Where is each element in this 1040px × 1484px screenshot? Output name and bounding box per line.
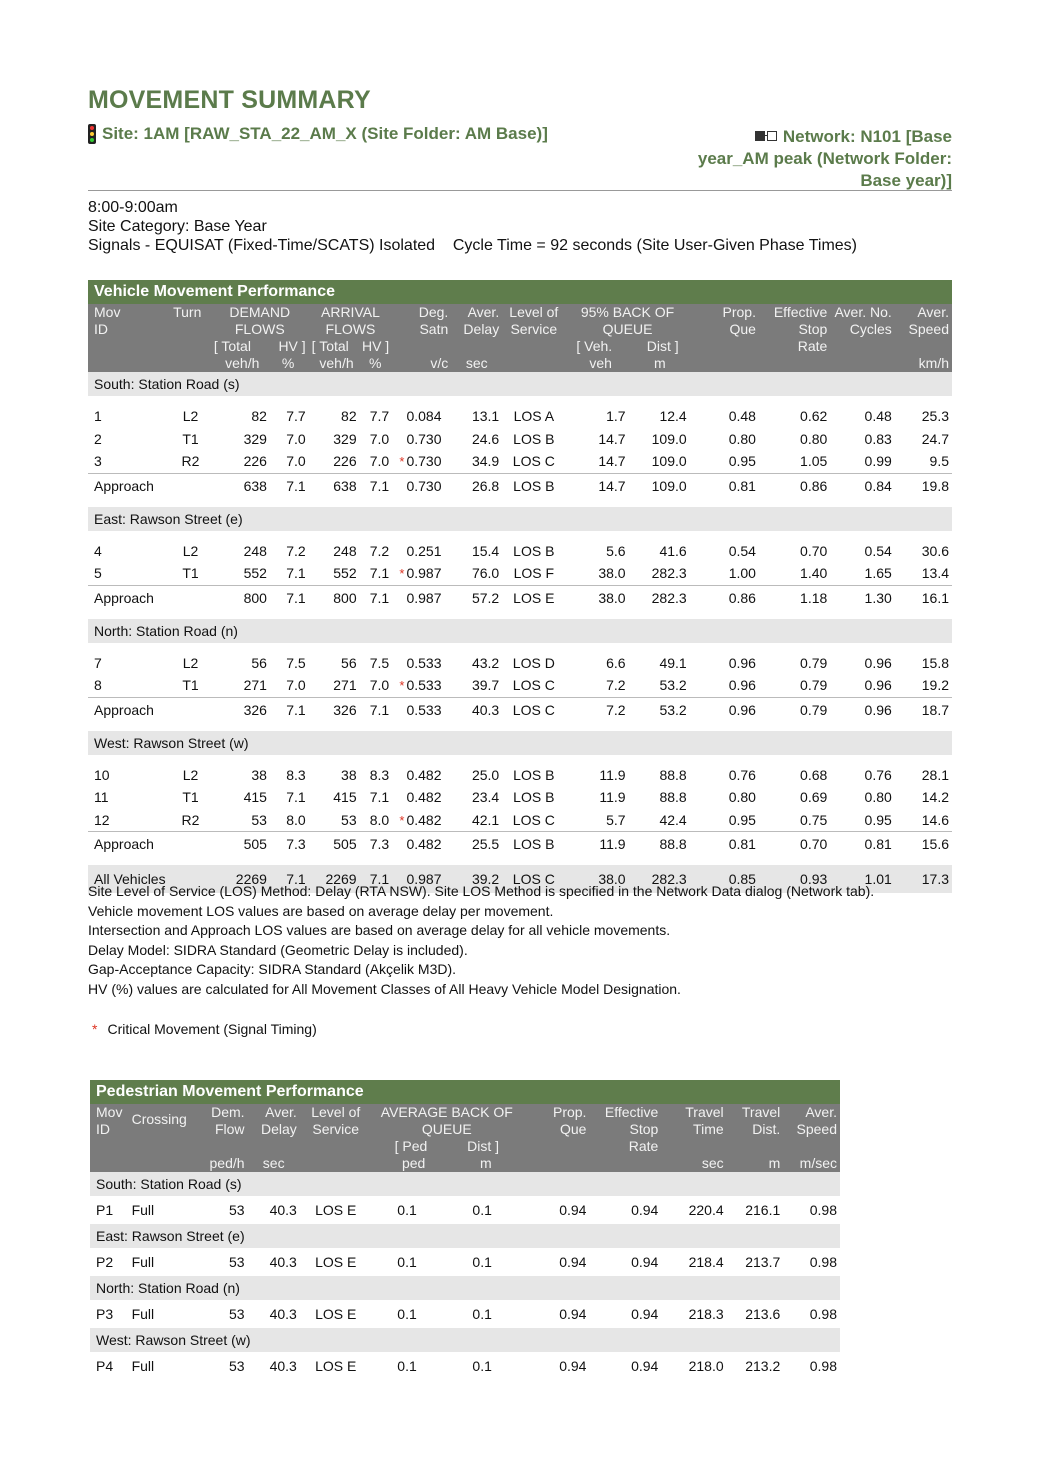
site-label: Site: 1AM [RAW_STA_22_AM_X (Site Folder: AM Base)] xyxy=(102,124,548,143)
network-line: Network: N101 [Base xyxy=(782,127,952,146)
signal-info: Signals - EQUISAT (Fixed-Time/SCATS) Isolated Cycle Time = 92 seconds (Site User-Given Phase Times) xyxy=(88,237,857,254)
site-info xyxy=(88,198,857,255)
time-period: 8:00-9:00am xyxy=(88,199,178,216)
note: Delay Model: SIDRA Standard (Geometric Delay is included). xyxy=(88,941,468,958)
table-row: 7 L2 56 7.5 56 7.5 0.533 43.2 LOS D 6.6 49.1 0.96 0.79 0.96 15.8 xyxy=(94,654,949,671)
header-divider xyxy=(88,190,952,191)
approach-header: East: Rawson Street (e) xyxy=(90,1224,840,1248)
pedestrian-table-header: Mov ID Crossing Dem. Flow ped/h Aver. Delay sec Level of Service AVERAGE BACK OF QUEUE [ Ped Dist ] ped m Prop. Que Effective Stop Rate Travel Time sec Travel Dist. m Aver. Speed m/sec xyxy=(90,1104,840,1172)
note: Intersection and Approach LOS values are based on average delay for all vehicle movements. xyxy=(88,922,671,939)
site-category: Site Category: Base Year xyxy=(88,218,267,235)
traffic-light-icon xyxy=(88,124,96,144)
approach-total-row: Approach 326 7.1 326 7.1 0.533 40.3 LOS C 7.2 53.2 0.96 0.79 0.96 18.7 xyxy=(88,697,952,722)
all-vehicles-row: All Vehicles 2269 7.1 2269 7.1 0.987 39.2 LOS C 38.0 282.3 0.85 0.93 1.01 17.3 xyxy=(88,865,952,893)
table-row: 4 L2 248 7.2 248 7.2 0.251 15.4 LOS B 5.6 41.6 0.54 0.70 0.54 30.6 xyxy=(94,542,949,559)
pedestrian-table-title: Pedestrian Movement Performance xyxy=(90,1080,840,1104)
table-row: 2 T1 329 7.0 329 7.0 0.730 24.6 LOS B 14.7 109.0 0.80 0.80 0.83 24.7 xyxy=(94,430,949,447)
critical-star-icon: * xyxy=(399,812,405,828)
approach-header: North: Station Road (n) xyxy=(90,1276,840,1300)
critical-star-icon: * xyxy=(399,678,405,694)
table-row: 5 T1 552 7.1 552 7.1 * 0.987 76.0 LOS F 38.0 282.3 1.00 1.40 1.65 13.4 xyxy=(94,565,949,582)
network-line: year_AM peak (Network Folder: xyxy=(697,149,952,168)
network-icon xyxy=(755,131,777,141)
site-heading xyxy=(88,124,548,144)
table-row: P2 Full 53 40.3 LOS E 0.1 0.1 0.94 0.94 218.4 213.7 0.98 xyxy=(96,1254,837,1270)
vehicle-table-header: Mov ID Turn DEMAND FLOWS [ Total HV ] veh/h % ARRIVAL FLOWS [ Total HV ] veh/h % Deg. Satn v/c Aver. Delay sec Level of Service 95% BACK OF QUEUE [ Veh. Dist ] veh m Prop. Que Effective Stop Rate Aver. No. Cycles Aver. Speed km/h xyxy=(88,304,952,372)
critical-star-icon: * xyxy=(399,454,405,470)
approach-total-row: Approach 505 7.3 505 7.3 0.482 25.5 LOS B 11.9 88.8 0.81 0.70 0.81 15.6 xyxy=(88,832,952,857)
critical-star-icon: * xyxy=(92,1021,98,1037)
table-row: 12 R2 53 8.0 53 8.0 * 0.482 42.1 LOS C 5.7 42.4 0.95 0.75 0.95 14.6 xyxy=(94,811,949,828)
table-row: 1 L2 82 7.7 82 7.7 0.084 13.1 LOS A 1.7 12.4 0.48 0.62 0.48 25.3 xyxy=(94,408,949,425)
network-line: Base year)] xyxy=(860,171,952,190)
vehicle-movement-table xyxy=(88,280,952,893)
approach-header: West: Rawson Street (w) xyxy=(88,731,952,755)
approach-header: West: Rawson Street (w) xyxy=(90,1328,840,1352)
approach-header: South: Station Road (s) xyxy=(90,1172,840,1196)
table-row: 11 T1 415 7.1 415 7.1 0.482 23.4 LOS B 11.9 88.8 0.80 0.69 0.80 14.2 xyxy=(94,789,949,806)
note: Gap-Acceptance Capacity: SIDRA Standard (Akçelik M3D). xyxy=(88,961,457,978)
table-row: 8 T1 271 7.0 271 7.0 * 0.533 39.7 LOS C 7.2 53.2 0.96 0.79 0.96 19.2 xyxy=(94,677,949,694)
network-heading xyxy=(652,126,952,192)
note: Site Level of Service (LOS) Method: Delay (RTA NSW). Site LOS Method is specified in the Network Data dialog (Network tab). xyxy=(88,883,875,899)
note: Vehicle movement LOS values are based on average delay per movement. xyxy=(88,902,554,919)
table-row: 10 L2 38 8.3 38 8.3 0.482 25.0 LOS B 11.9 88.8 0.76 0.68 0.76 28.1 xyxy=(94,766,949,783)
table-row: P3 Full 53 40.3 LOS E 0.1 0.1 0.94 0.94 218.3 213.6 0.98 xyxy=(96,1306,837,1322)
page-title: MOVEMENT SUMMARY xyxy=(88,86,371,114)
critical-star-icon: * xyxy=(399,566,405,582)
cycle-time: Cycle Time = 92 seconds (Site User-Given Phase Times) xyxy=(452,237,857,254)
critical-legend: * Critical Movement (Signal Timing) xyxy=(92,1021,317,1037)
table-row: P4 Full 53 40.3 LOS E 0.1 0.1 0.94 0.94 218.0 213.2 0.98 xyxy=(96,1358,837,1374)
table-row: P1 Full 53 40.3 LOS E 0.1 0.1 0.94 0.94 220.4 216.1 0.98 xyxy=(96,1202,837,1218)
approach-header: South: Station Road (s) xyxy=(88,372,952,396)
pedestrian-movement-table xyxy=(90,1080,840,1380)
approach-total-row: Approach 800 7.1 800 7.1 0.987 57.2 LOS E 38.0 282.3 0.86 1.18 1.30 16.1 xyxy=(88,585,952,610)
vehicle-table-title: Vehicle Movement Performance xyxy=(88,280,952,304)
note: HV (%) values are calculated for All Movement Classes of All Heavy Vehicle Model Designation. xyxy=(88,980,681,997)
approach-header: East: Rawson Street (e) xyxy=(88,507,952,531)
approach-header: North: Station Road (n) xyxy=(88,619,952,643)
approach-total-row: Approach 638 7.1 638 7.1 0.730 26.8 LOS B 14.7 109.0 0.81 0.86 0.84 19.8 xyxy=(88,473,952,498)
notes xyxy=(88,882,874,1000)
table-row: 3 R2 226 7.0 226 7.0 * 0.730 34.9 LOS C 14.7 109.0 0.95 1.05 0.99 9.5 xyxy=(94,453,949,470)
